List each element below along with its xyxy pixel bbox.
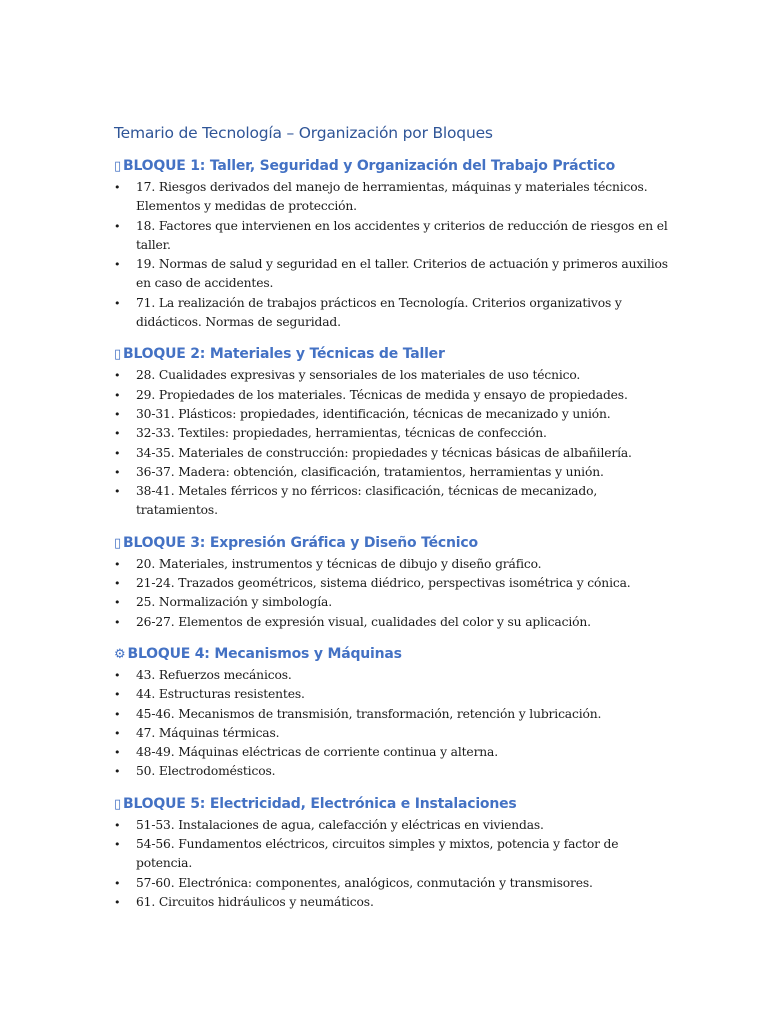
list-item xyxy=(114,294,674,333)
list-item xyxy=(114,743,674,762)
bullet-icon: • xyxy=(114,388,121,402)
list-item-text: 51-53. Instalaciones de agua, calefacción y eléctricas en viviendas. xyxy=(136,817,544,832)
bullet-icon: • xyxy=(114,688,121,702)
bullet-icon: • xyxy=(114,577,121,591)
bullet-icon: • xyxy=(114,427,121,441)
list-item xyxy=(114,386,674,405)
list-item-text: 54-56. Fundamentos eléctricos, circuitos simples y mixtos, potencia y factor de potencia. xyxy=(136,837,619,871)
list-item xyxy=(114,574,674,593)
list-item-text: 43. Refuerzos mecánicos. xyxy=(136,667,292,682)
block-heading xyxy=(114,796,674,812)
topic-list xyxy=(114,555,674,632)
bullet-icon: • xyxy=(114,876,121,890)
list-item-text: 36-37. Madera: obtención, clasificación, tratamientos, herramientas y unión. xyxy=(136,464,604,479)
block-heading-text: BLOQUE 1: Taller, Seguridad y Organización del Trabajo Práctico xyxy=(122,158,616,174)
missing-glyph-icon: ▯ xyxy=(114,159,121,174)
bullet-icon: • xyxy=(114,818,121,832)
bullet-icon: • xyxy=(114,296,121,310)
list-item xyxy=(114,424,674,443)
block-heading xyxy=(114,646,674,662)
bullet-icon: • xyxy=(114,615,121,629)
list-item xyxy=(114,555,674,574)
list-item xyxy=(114,705,674,724)
bullet-icon: • xyxy=(114,181,121,194)
list-item-text: 34-35. Materiales de construcción: propiedades y técnicas básicas de albañilería. xyxy=(136,445,632,460)
list-item-text: 57-60. Electrónica: componentes, analógicos, conmutación y transmisores. xyxy=(136,875,593,890)
list-item-text: 19. Normas de salud y seguridad en el taller. Criterios de actuación y primeros auxilios en caso de accidentes. xyxy=(136,257,668,291)
block-heading-text: BLOQUE 4: Mecanismos y Máquinas xyxy=(127,645,402,662)
list-item-text: 17. Riesgos derivados del manejo de herramientas, máquinas y materiales técnicos. Elementos y medidas de protección. xyxy=(136,180,648,214)
list-item-text: 44. Estructuras resistentes. xyxy=(136,687,305,702)
bullet-icon: • xyxy=(114,485,121,499)
list-item xyxy=(114,217,674,256)
block-list xyxy=(114,158,674,912)
list-item-text: 38-41. Metales férricos y no férricos: clasificación, técnicas de mecanizado, tratamientos. xyxy=(136,484,598,518)
block-heading-text: BLOQUE 5: Electricidad, Electrónica e Instalaciones xyxy=(122,795,517,812)
topic-list xyxy=(114,178,674,332)
bullet-icon: • xyxy=(114,219,121,233)
block-section-5 xyxy=(114,796,674,912)
list-item-text: 25. Normalización y simbología. xyxy=(136,595,332,610)
list-item-text: 47. Máquinas térmicas. xyxy=(136,725,280,740)
list-item xyxy=(114,835,674,874)
list-item xyxy=(114,816,674,835)
missing-glyph-icon: ▯ xyxy=(114,796,121,812)
list-item xyxy=(114,178,674,217)
list-item-text: 71. La realización de trabajos prácticos en Tecnología. Criterios organizativos y didácticos. Normas de seguridad. xyxy=(136,295,622,330)
list-item xyxy=(114,463,674,482)
list-item xyxy=(114,874,674,893)
list-item-text: 32-33. Textiles: propiedades, herramientas, técnicas de confección. xyxy=(136,426,547,441)
bullet-icon: • xyxy=(114,895,121,909)
list-item-text: 20. Materiales, instrumentos y técnicas de dibujo y diseño gráfico. xyxy=(136,556,542,571)
block-heading-text: BLOQUE 3: Expresión Gráfica y Diseño Técnico xyxy=(122,534,478,551)
list-item xyxy=(114,593,674,612)
list-item-text: 48-49. Máquinas eléctricas de corriente continua y alterna. xyxy=(136,745,499,760)
bullet-icon: • xyxy=(114,369,121,383)
missing-glyph-icon: ▯ xyxy=(114,535,121,551)
list-item-text: 61. Circuitos hidráulicos y neumáticos. xyxy=(136,894,374,909)
topic-list xyxy=(114,666,674,782)
block-section-3 xyxy=(114,535,674,632)
list-item-text: 18. Factores que intervienen en los accidentes y criterios de reducción de riesgos en el taller. xyxy=(136,218,668,252)
block-section-2 xyxy=(114,346,674,520)
list-item xyxy=(114,482,674,521)
document-title: Temario de Tecnología – Organización por Bloques xyxy=(114,124,493,142)
gear-icon: ⚙ xyxy=(114,646,126,662)
topic-list xyxy=(114,816,674,912)
block-section-4 xyxy=(114,646,674,782)
list-item xyxy=(114,405,674,424)
bullet-icon: • xyxy=(114,465,121,479)
list-item xyxy=(114,666,674,685)
block-heading-text: BLOQUE 2: Materiales y Técnicas de Taller xyxy=(122,346,445,363)
list-item-text: 28. Cualidades expresivas y sensoriales de los materiales de uso técnico. xyxy=(136,368,581,383)
bullet-icon: • xyxy=(114,446,121,460)
bullet-icon: • xyxy=(114,407,121,421)
document-content xyxy=(114,124,674,926)
list-item-text: 26-27. Elementos de expresión visual, cualidades del color y su aplicación. xyxy=(136,614,591,629)
list-item xyxy=(114,444,674,463)
list-item-text: 30-31. Plásticos: propiedades, identificación, técnicas de mecanizado y unión. xyxy=(136,406,611,421)
missing-glyph-icon: ▯ xyxy=(114,347,121,363)
list-item-text: 45-46. Mecanismos de transmisión, transformación, retención y lubricación. xyxy=(136,706,602,721)
bullet-icon: • xyxy=(114,557,121,571)
list-item xyxy=(114,366,674,385)
bullet-icon: • xyxy=(114,707,121,721)
bullet-icon: • xyxy=(114,258,121,272)
block-heading xyxy=(114,535,674,551)
bullet-icon: • xyxy=(114,668,121,682)
block-section-1 xyxy=(114,158,674,332)
list-item xyxy=(114,613,674,632)
bullet-icon: • xyxy=(114,726,121,740)
list-item-text: 21-24. Trazados geométricos, sistema diédrico, perspectivas isométrica y cónica. xyxy=(136,576,631,591)
list-item xyxy=(114,762,674,781)
topic-list xyxy=(114,366,674,520)
block-heading xyxy=(114,346,674,362)
list-item xyxy=(114,724,674,743)
list-item xyxy=(114,685,674,704)
bullet-icon: • xyxy=(114,838,121,852)
list-item xyxy=(114,893,674,912)
list-item-text: 50. Electrodomésticos. xyxy=(136,764,276,779)
bullet-icon: • xyxy=(114,765,121,779)
bullet-icon: • xyxy=(114,746,121,760)
bullet-icon: • xyxy=(114,596,121,610)
list-item xyxy=(114,255,674,294)
list-item-text: 29. Propiedades de los materiales. Técnicas de medida y ensayo de propiedades. xyxy=(136,387,628,402)
block-heading xyxy=(114,158,674,174)
